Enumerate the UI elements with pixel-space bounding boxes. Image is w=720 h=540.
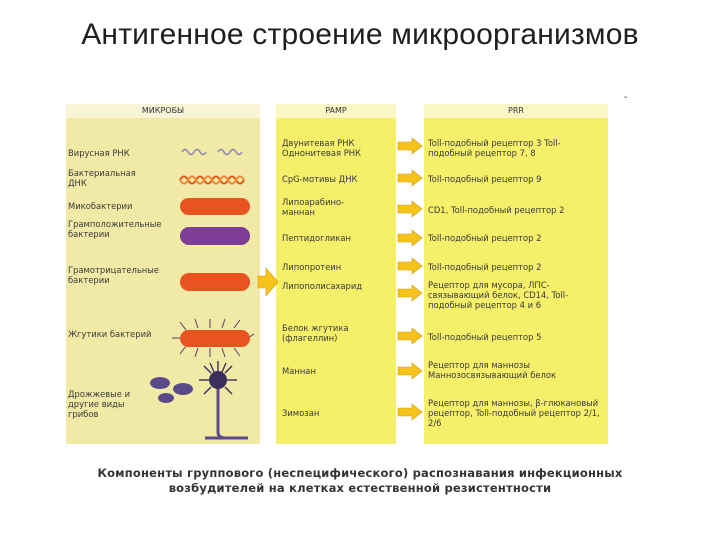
microbe-label-virus-rna: Вирусная РНК xyxy=(68,148,130,158)
microbe-label-fungi: Дрожжевые и другие виды грибов xyxy=(68,389,131,419)
pamp-to-prr-arrows xyxy=(398,138,422,420)
yeast-and-mold-icon xyxy=(150,361,248,438)
pamp-label-mannan: Маннан xyxy=(282,366,316,376)
virus-rna-icon xyxy=(182,150,242,155)
microbe-label-gram-positive: Грамположительные бактерии xyxy=(68,219,162,239)
pamp-label-lipoprotein: Липопротеин xyxy=(282,262,342,272)
prr-label-tlr9: Toll-подобный рецептор 9 xyxy=(428,174,542,184)
pamp-label-rna: Двунитевая РНК Однонитевая РНК xyxy=(282,138,361,158)
prr-label-scavenger-lps-cd14: Рецептор для мусора, ЛПС-связывающий белок, CD14, Toll-подобный рецептор 4 и 6 xyxy=(428,280,569,310)
prr-label-tlr3-tlr78: Toll-подобный рецептор 3 Toll-подобный рецептор 7, 8 xyxy=(428,138,561,158)
pamp-label-cpg: CpG-мотивы ДНК xyxy=(282,174,358,184)
microbes-header: МИКРОБЫ xyxy=(66,104,260,118)
pamp-label-lps: Липополисахарид xyxy=(282,281,363,291)
microbes-to-pamp-arrow xyxy=(258,268,278,296)
dna-helix-icon xyxy=(180,177,244,184)
pamp-label-flagellin: Белок жгутика (флагеллин) xyxy=(282,323,349,343)
prr-label-cd1-tlr2: CD1, Toll-подобный рецептор 2 xyxy=(428,205,565,215)
figure-caption: Компоненты группового (неспецифического) распознавания инфекционных возбудителей на клетках естественной резистентности xyxy=(97,466,623,495)
slide-title: Антигенное строение микроорганизмов xyxy=(81,18,639,51)
mycobacteria-rod-icon xyxy=(180,198,250,215)
microbe-label-gram-negative: Грамотрицательные бактерии xyxy=(68,265,160,285)
gram-negative-rod-icon xyxy=(180,273,250,291)
prr-label-tlr5: Toll-подобный рецептор 5 xyxy=(428,332,542,342)
corner-mark: - xyxy=(624,92,628,103)
microbe-label-bacterial-dna: Бактериальная ДНК xyxy=(68,168,136,188)
pamp-label-peptidoglycan: Пептидогликан xyxy=(282,233,352,243)
prr-label-tlr2-b: Toll-подобный рецептор 2 xyxy=(428,262,542,272)
microbe-label-flagella: Жгутики бактерий xyxy=(68,329,152,339)
prr-label-mannose-glucan-tlr: Рецептор для маннозы, β-глюкановый рецептор, Toll-подобный рецептор 2/1, 2/6 xyxy=(428,398,600,428)
prr-label-tlr2-a: Toll-подобный рецептор 2 xyxy=(428,233,542,243)
gram-positive-rod-icon xyxy=(180,227,250,245)
pamp-label-zymosan: Зимозан xyxy=(282,408,320,418)
pamp-header: PAMP xyxy=(276,104,396,118)
prr-label-mannose-mbl: Рецептор для маннозы Маннозосвязывающий белок xyxy=(428,360,557,380)
prr-header: PRR xyxy=(424,104,608,118)
microbe-label-mycobacteria: Микобактерии xyxy=(68,201,133,211)
pamp-label-lipoarabinomannan: Липоарабино-маннан xyxy=(282,197,345,217)
flagellated-rod-icon xyxy=(172,319,254,357)
